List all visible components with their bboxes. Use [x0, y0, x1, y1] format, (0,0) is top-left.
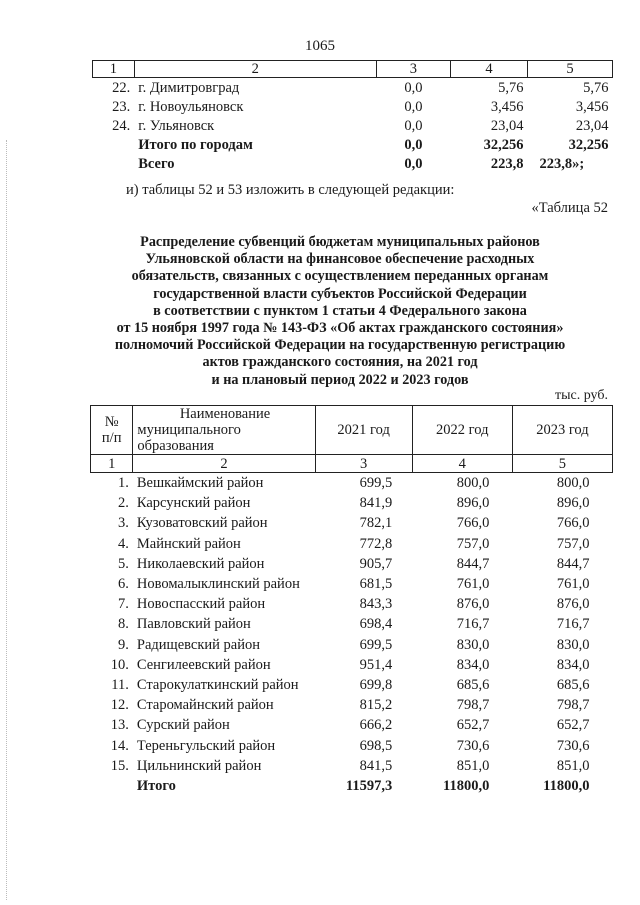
row-number: 13.: [110, 717, 129, 734]
table-row: [91, 675, 613, 695]
row-value: 23,04: [575, 117, 609, 134]
value-2022: 798,7: [456, 697, 490, 714]
row-name: г. Ульяновск: [138, 117, 215, 134]
row-number: 15.: [110, 757, 129, 774]
total-value: 223,8»;: [539, 155, 585, 172]
district-name: Новоспасский район: [136, 596, 266, 613]
table-reference: «Таблица 52: [531, 200, 608, 216]
value-2022: 730,6: [456, 737, 490, 754]
top-table-header-row: [93, 61, 613, 78]
row-number: 9.: [118, 636, 129, 653]
subtotal-value: 32,256: [568, 136, 609, 153]
row-number: 11.: [111, 676, 129, 693]
row-value: 5,76: [583, 79, 609, 96]
value-2022: 830,0: [456, 636, 490, 653]
row-value: 3,456: [575, 98, 609, 115]
value-2021: 782,1: [359, 515, 393, 532]
subtotal-value: 0,0: [404, 136, 423, 153]
subventions-table: [90, 405, 613, 796]
total-label: Итого: [136, 777, 176, 794]
total-2021: 11597,3: [345, 777, 393, 794]
total-2022: 11800,0: [443, 777, 490, 794]
value-2021: 841,9: [359, 495, 393, 512]
total-2023: 11800,0: [543, 777, 590, 794]
row-number: 12.: [110, 697, 129, 714]
page-number: 1065: [305, 38, 335, 54]
value-2023: 716,7: [556, 616, 590, 633]
row-number: 14.: [110, 737, 129, 754]
index-cell: 3: [315, 455, 412, 473]
subtotal-label: Итого по городам: [138, 136, 253, 153]
table-row: [91, 594, 613, 614]
row-number: 6.: [118, 576, 129, 593]
value-2022: 761,0: [456, 576, 490, 593]
district-name: Цильнинский район: [136, 757, 262, 774]
row-value: 0,0: [404, 117, 423, 134]
row-number: 3.: [118, 515, 129, 532]
total-value: 223,8: [490, 155, 524, 172]
district-name: Павловский район: [136, 616, 251, 633]
row-number: 24.: [112, 117, 131, 134]
column-index-row: [91, 455, 613, 473]
district-name: Тереньгульский район: [136, 737, 276, 754]
table-row: [91, 473, 613, 494]
district-name: Сурский район: [136, 717, 230, 734]
title-line: обязательств, связанных с осуществлением переданных органам: [131, 268, 549, 285]
subtotal-value: 32,256: [483, 136, 524, 153]
title-line: Ульяновской области на финансовое обеспечение расходных: [145, 251, 535, 268]
title-line: и на плановый период 2022 и 2023 годов: [211, 371, 469, 388]
value-2021: 666,2: [359, 717, 393, 734]
row-number: 10.: [110, 656, 129, 673]
value-2021: 951,4: [359, 656, 393, 673]
row-name: г. Новоульяновск: [138, 98, 244, 115]
district-name: Карсунский район: [136, 495, 251, 512]
district-name: Сенгилеевский район: [136, 656, 271, 673]
value-2023: 834,0: [556, 656, 590, 673]
row-value: 0,0: [404, 98, 423, 115]
row-number: 23.: [112, 98, 131, 115]
row-number: 8.: [118, 616, 129, 633]
value-2022: 876,0: [456, 596, 490, 613]
top-header-cell: 3: [376, 61, 450, 78]
top-header-cell: 2: [134, 61, 376, 78]
value-2023: 757,0: [556, 535, 590, 552]
value-2023: 652,7: [556, 717, 590, 734]
top-header-cell: 1: [93, 61, 135, 78]
table-row: [91, 735, 613, 755]
value-2023: 730,6: [556, 737, 590, 754]
total-value: 0,0: [404, 155, 423, 172]
title-line: Распределение субвенций бюджетам муниципальных районов: [140, 234, 540, 250]
header-name: Наименование муниципального образования: [133, 406, 315, 455]
row-value: 0,0: [404, 79, 423, 96]
table-header-row: [91, 406, 613, 455]
amendment-paragraph: и) таблицы 52 и 53 изложить в следующей редакции:: [126, 182, 455, 198]
district-name: Старокулаткинский район: [136, 676, 299, 693]
index-cell: 1: [91, 455, 133, 473]
units-label: тыс. руб.: [555, 388, 608, 403]
value-2023: 685,6: [556, 676, 590, 693]
title-line: полномочий Российской Федерации на государственную регистрацию: [114, 337, 566, 354]
header-2021: 2021 год: [315, 406, 412, 455]
top-header-cell: 5: [527, 61, 612, 78]
district-name: Вешкаймский район: [136, 475, 264, 492]
value-2021: 699,5: [359, 475, 393, 492]
scan-margin-dots: [6, 140, 9, 900]
district-name: Новомалыклинский район: [136, 576, 300, 593]
total-row: [91, 776, 613, 796]
value-2023: 798,7: [556, 697, 590, 714]
top-header-cell: 4: [450, 61, 527, 78]
value-2023: 851,0: [556, 757, 590, 774]
value-2022: 844,7: [456, 555, 490, 572]
value-2023: 766,0: [556, 515, 590, 532]
row-value: 23,04: [490, 117, 524, 134]
index-cell: 2: [133, 455, 315, 473]
table-row: [91, 493, 613, 513]
table-row: [91, 513, 613, 533]
row-number: 2.: [118, 495, 129, 512]
title-line: государственной власти субъектов Российской Федерации: [153, 285, 527, 302]
index-cell: 4: [412, 455, 512, 473]
header-2023: 2023 год: [512, 406, 612, 455]
top-table: [92, 60, 613, 173]
table-row: [93, 116, 613, 135]
value-2022: 896,0: [456, 495, 490, 512]
header-2022: 2022 год: [412, 406, 512, 455]
row-value: 5,76: [498, 79, 524, 96]
value-2022: 757,0: [456, 535, 490, 552]
value-2023: 830,0: [556, 636, 590, 653]
row-number: 5.: [118, 555, 129, 572]
value-2022: 716,7: [456, 616, 490, 633]
value-2021: 699,8: [359, 676, 393, 693]
value-2021: 698,4: [359, 616, 393, 633]
value-2021: 841,5: [359, 757, 393, 774]
row-number: 7.: [118, 596, 129, 613]
total-label: Всего: [138, 155, 175, 172]
value-2022: 766,0: [456, 515, 490, 532]
title-line: актов гражданского состояния, на 2021 год: [202, 354, 478, 371]
value-2023: 876,0: [556, 596, 590, 613]
value-2021: 905,7: [359, 555, 393, 572]
table-row: [91, 655, 613, 675]
row-number: 22.: [112, 79, 131, 96]
value-2022: 834,0: [456, 656, 490, 673]
table-title: [60, 234, 620, 389]
value-2021: 698,5: [359, 737, 393, 754]
district-name: Майнский район: [136, 535, 241, 552]
value-2023: 896,0: [556, 495, 590, 512]
row-number: 1.: [118, 475, 129, 492]
table-row: [91, 715, 613, 735]
district-name: Старомайнский район: [136, 697, 274, 714]
value-2021: 815,2: [359, 697, 393, 714]
value-2021: 843,3: [359, 596, 393, 613]
row-name: г. Димитровград: [138, 79, 240, 96]
district-name: Николаевский район: [136, 555, 265, 572]
table-row: [93, 78, 613, 98]
table-row: [91, 756, 613, 776]
total-spacer: [91, 776, 133, 796]
total-row: [93, 154, 613, 173]
district-name: Кузоватовский район: [136, 515, 268, 532]
value-2021: 699,5: [359, 636, 393, 653]
value-2023: 800,0: [556, 475, 590, 492]
table-row: [91, 614, 613, 634]
row-value: 3,456: [490, 98, 524, 115]
value-2022: 851,0: [456, 757, 490, 774]
value-2023: 761,0: [556, 576, 590, 593]
title-line: в соответствии с пунктом 1 статьи 4 Федерального закона: [153, 302, 527, 319]
table-row: [91, 574, 613, 594]
value-2021: 772,8: [359, 535, 393, 552]
header-number: № п/п: [91, 406, 133, 455]
table-row: [91, 534, 613, 554]
value-2021: 681,5: [359, 576, 393, 593]
value-2022: 685,6: [456, 676, 490, 693]
title-line: от 15 ноября 1997 года № 143-ФЗ «Об актах гражданского состояния»: [116, 320, 564, 337]
value-2023: 844,7: [556, 555, 590, 572]
index-cell: 5: [512, 455, 612, 473]
table-row: [91, 554, 613, 574]
table-row: [91, 635, 613, 655]
district-name: Радищевский район: [136, 636, 260, 653]
table-row: [93, 97, 613, 116]
row-number: 4.: [118, 535, 129, 552]
table-row: [91, 695, 613, 715]
value-2022: 800,0: [456, 475, 490, 492]
subtotal-row: [93, 135, 613, 154]
value-2022: 652,7: [456, 717, 490, 734]
